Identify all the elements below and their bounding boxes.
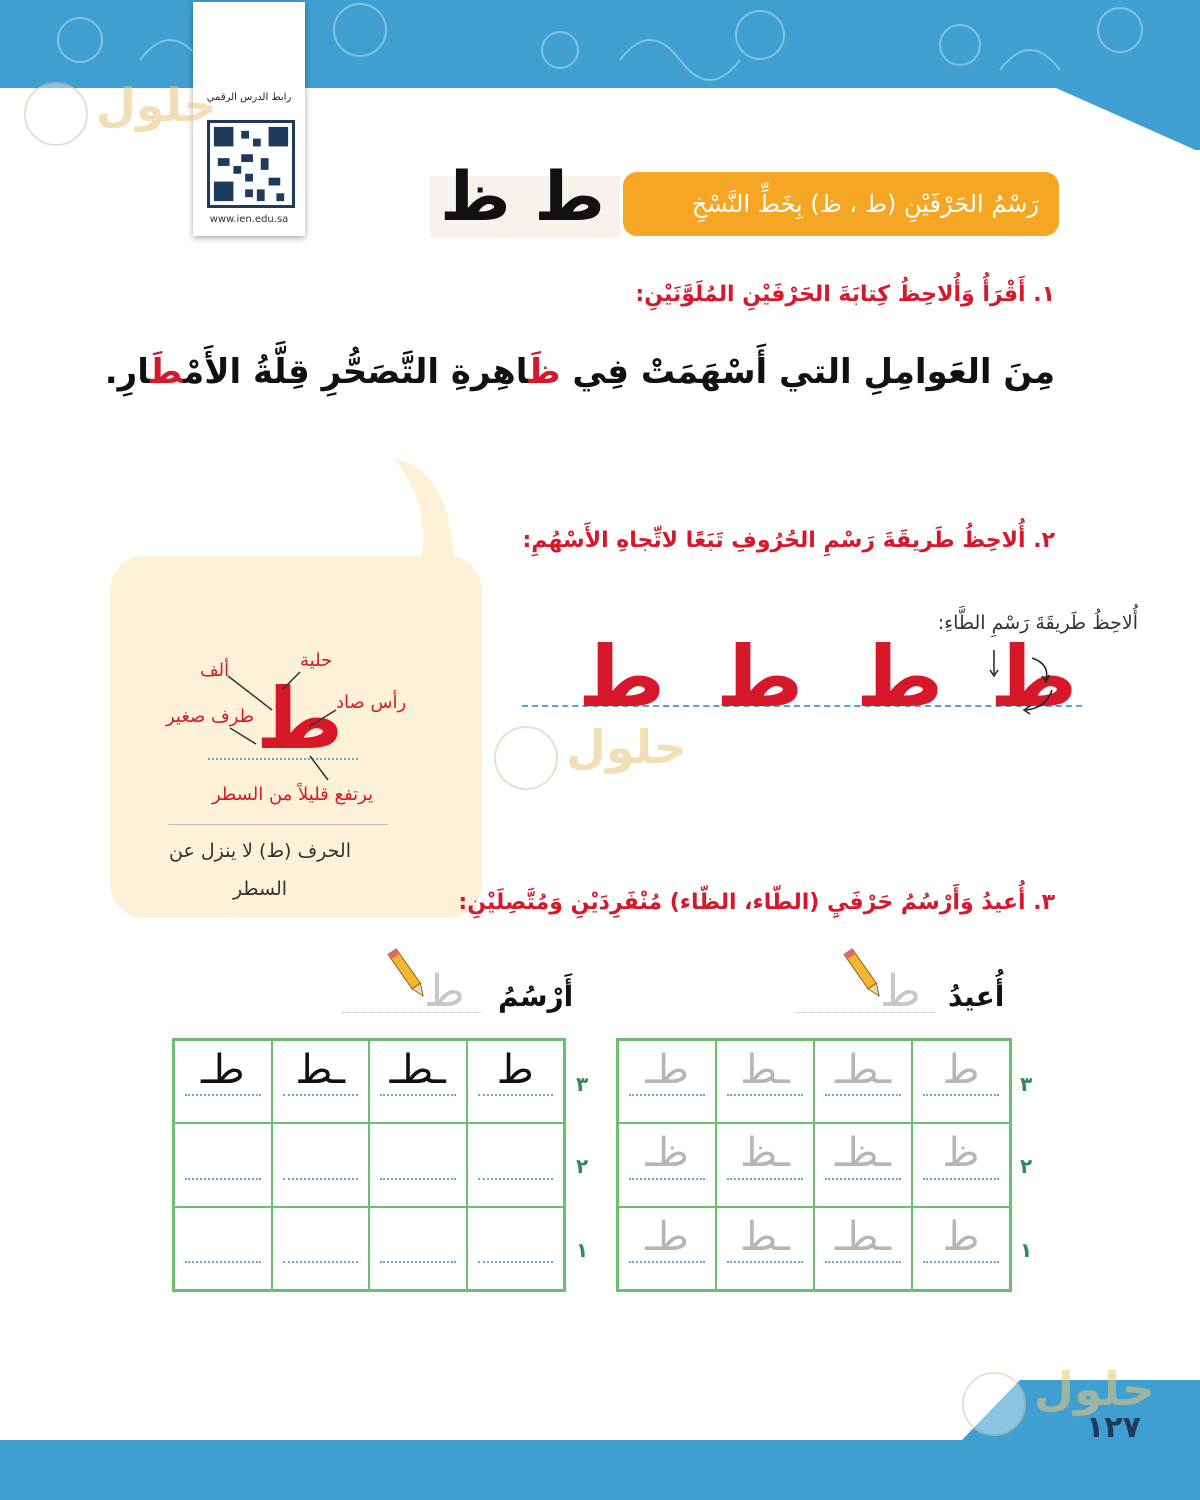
grid-cell[interactable]	[618, 1040, 716, 1123]
footer-band	[0, 1440, 1200, 1500]
grid-cell[interactable]	[814, 1040, 912, 1123]
grid-cell[interactable]	[716, 1207, 814, 1290]
tip-note: الحرف (ط) لا ينزل عن السطر	[168, 840, 351, 900]
tip-arrows	[160, 640, 400, 800]
watermark-circle	[962, 1372, 1026, 1436]
trace-letter: طـ	[645, 1047, 689, 1093]
trace-letter: طـ	[645, 1213, 689, 1260]
example-sentence	[105, 352, 1055, 392]
trace-letter: ـطـ	[834, 1047, 892, 1093]
grid-cell[interactable]	[618, 1207, 716, 1290]
qr-url: www.ien.edu.sa	[209, 214, 289, 225]
grid-cell-empty[interactable]	[174, 1207, 272, 1290]
model-letter: طـ	[200, 1047, 245, 1093]
trace-letter: ـظ	[740, 1130, 790, 1177]
grid-cell[interactable]	[618, 1123, 716, 1206]
trace-letter: ـط	[740, 1047, 790, 1093]
sentence-part: اهِرةِ التَّصَحُّرِ قِلَّةُ الأَمْ	[183, 352, 529, 392]
qr-caption: رابط الدرس الرقمي	[206, 92, 292, 103]
grid-cell[interactable]	[912, 1123, 1010, 1206]
label-ras-sad: رأس صاد	[336, 692, 407, 713]
grid-cell[interactable]	[912, 1040, 1010, 1123]
draw-heading: أَرْسُمُ	[498, 980, 574, 1013]
grid-cell-empty[interactable]	[272, 1207, 370, 1290]
grid-cell[interactable]	[272, 1040, 370, 1123]
watermark-text: حلول	[1034, 1362, 1155, 1416]
row-number: ١	[1020, 1238, 1033, 1262]
label-yartafi: يرتفع قليلاً من السطر	[212, 784, 374, 805]
question-2-instruction: ٢. أُلاحِظُ طَريقَةَ رَسْمِ الحُرُوفِ تَبَعًا لاتِّجاهِ الأَسْهُمِ:	[522, 528, 1055, 553]
grid-cell[interactable]	[814, 1123, 912, 1206]
grid-cell-empty[interactable]	[272, 1123, 370, 1206]
lesson-title-bar	[623, 172, 1059, 236]
demo-letter-with-arrows: ط	[990, 628, 1078, 726]
sentence-part: مِنَ العَوامِلِ التي أَسْهَمَتْ فِي	[560, 352, 1055, 392]
grid-cell[interactable]	[174, 1040, 272, 1123]
qr-code-icon[interactable]	[207, 120, 295, 208]
pencil-trace-letter: ط	[880, 966, 921, 1017]
grid-cell[interactable]	[716, 1123, 814, 1206]
pencil-icon	[386, 944, 432, 1004]
trace-letter: ط	[942, 1047, 980, 1093]
pencil-icon	[842, 944, 888, 1004]
trace-letter: ـطـ	[834, 1213, 892, 1260]
title-letters: ط ظ	[440, 158, 605, 237]
row-number: ١	[576, 1238, 589, 1262]
pencil-trace-letter: ط	[424, 966, 465, 1017]
model-letter: ـط	[295, 1047, 346, 1093]
grid-cell[interactable]	[467, 1040, 565, 1123]
row-number: ٢	[1020, 1154, 1033, 1178]
tip-letter: ط	[256, 670, 344, 768]
trace-letter: ـظـ	[834, 1130, 892, 1177]
tip-divider	[168, 824, 388, 825]
trace-letter: ط	[942, 1213, 980, 1260]
grid-cell-empty[interactable]	[467, 1123, 565, 1206]
trace-letter: ظـ	[645, 1130, 689, 1177]
question-3-instruction: ٣. أُعيدُ وَأَرْسُمُ حَرْفَيِ (الطّاء، الظّاء) مُنْفَرِدَيْنِ وَمُتَّصِلَيْنِ:	[458, 890, 1055, 915]
demo-letter: ط	[578, 628, 666, 726]
stroke-arrows-icon	[982, 644, 1062, 720]
demo-letter: ط	[856, 628, 944, 726]
row-number: ٣	[1020, 1072, 1033, 1096]
grid-cell[interactable]	[369, 1040, 467, 1123]
label-alif: ألف	[200, 660, 230, 681]
watermark-circle	[24, 82, 88, 146]
draw-grid	[172, 1038, 566, 1292]
speech-bubble-tail	[392, 458, 462, 568]
repeat-grid	[616, 1038, 1012, 1292]
watermark-circle	[494, 726, 558, 790]
row-number: ٣	[576, 1072, 589, 1096]
watermark-text: حلول	[96, 78, 217, 132]
watermark-text: حلول	[566, 720, 687, 774]
label-taraf: طرف صغير	[166, 706, 254, 727]
grid-cell[interactable]	[716, 1040, 814, 1123]
model-letter: ط	[496, 1047, 534, 1093]
highlighted-letter: طَ	[150, 352, 184, 392]
highlighted-letter: ظَ	[528, 352, 561, 392]
grid-cell-empty[interactable]	[174, 1123, 272, 1206]
page-number: ١٢٧	[1086, 1410, 1141, 1445]
trace-letter: ظ	[942, 1130, 980, 1177]
grid-cell[interactable]	[814, 1207, 912, 1290]
demo-letter: ط	[716, 628, 804, 726]
row-number: ٢	[576, 1154, 589, 1178]
grid-cell-empty[interactable]	[369, 1123, 467, 1206]
header-pattern	[0, 0, 1200, 90]
lesson-title: رَسْمُ الحَرْفَيْنِ (ط ، ظ) بِخَطِّ النَّسْخِ	[691, 190, 1039, 218]
model-letter: ـطـ	[389, 1047, 446, 1093]
tip-title: أُلاحِظُ طَريقَةَ رَسْمِ الطَّاءِ:	[937, 612, 1138, 634]
grid-cell-empty[interactable]	[369, 1207, 467, 1290]
repeat-heading: أُعيدُ	[948, 980, 1005, 1013]
label-hilya: حلية	[300, 650, 333, 671]
grid-cell-empty[interactable]	[467, 1207, 565, 1290]
question-1-instruction: ١. أَقْرَأُ وَأُلاحِظُ كِتابَةَ الحَرْفَيْنِ المُلَوَّنَيْنِ:	[635, 282, 1055, 307]
trace-letter: ـط	[740, 1213, 790, 1260]
grid-cell[interactable]	[912, 1207, 1010, 1290]
sentence-part: ارِ.	[104, 352, 151, 392]
